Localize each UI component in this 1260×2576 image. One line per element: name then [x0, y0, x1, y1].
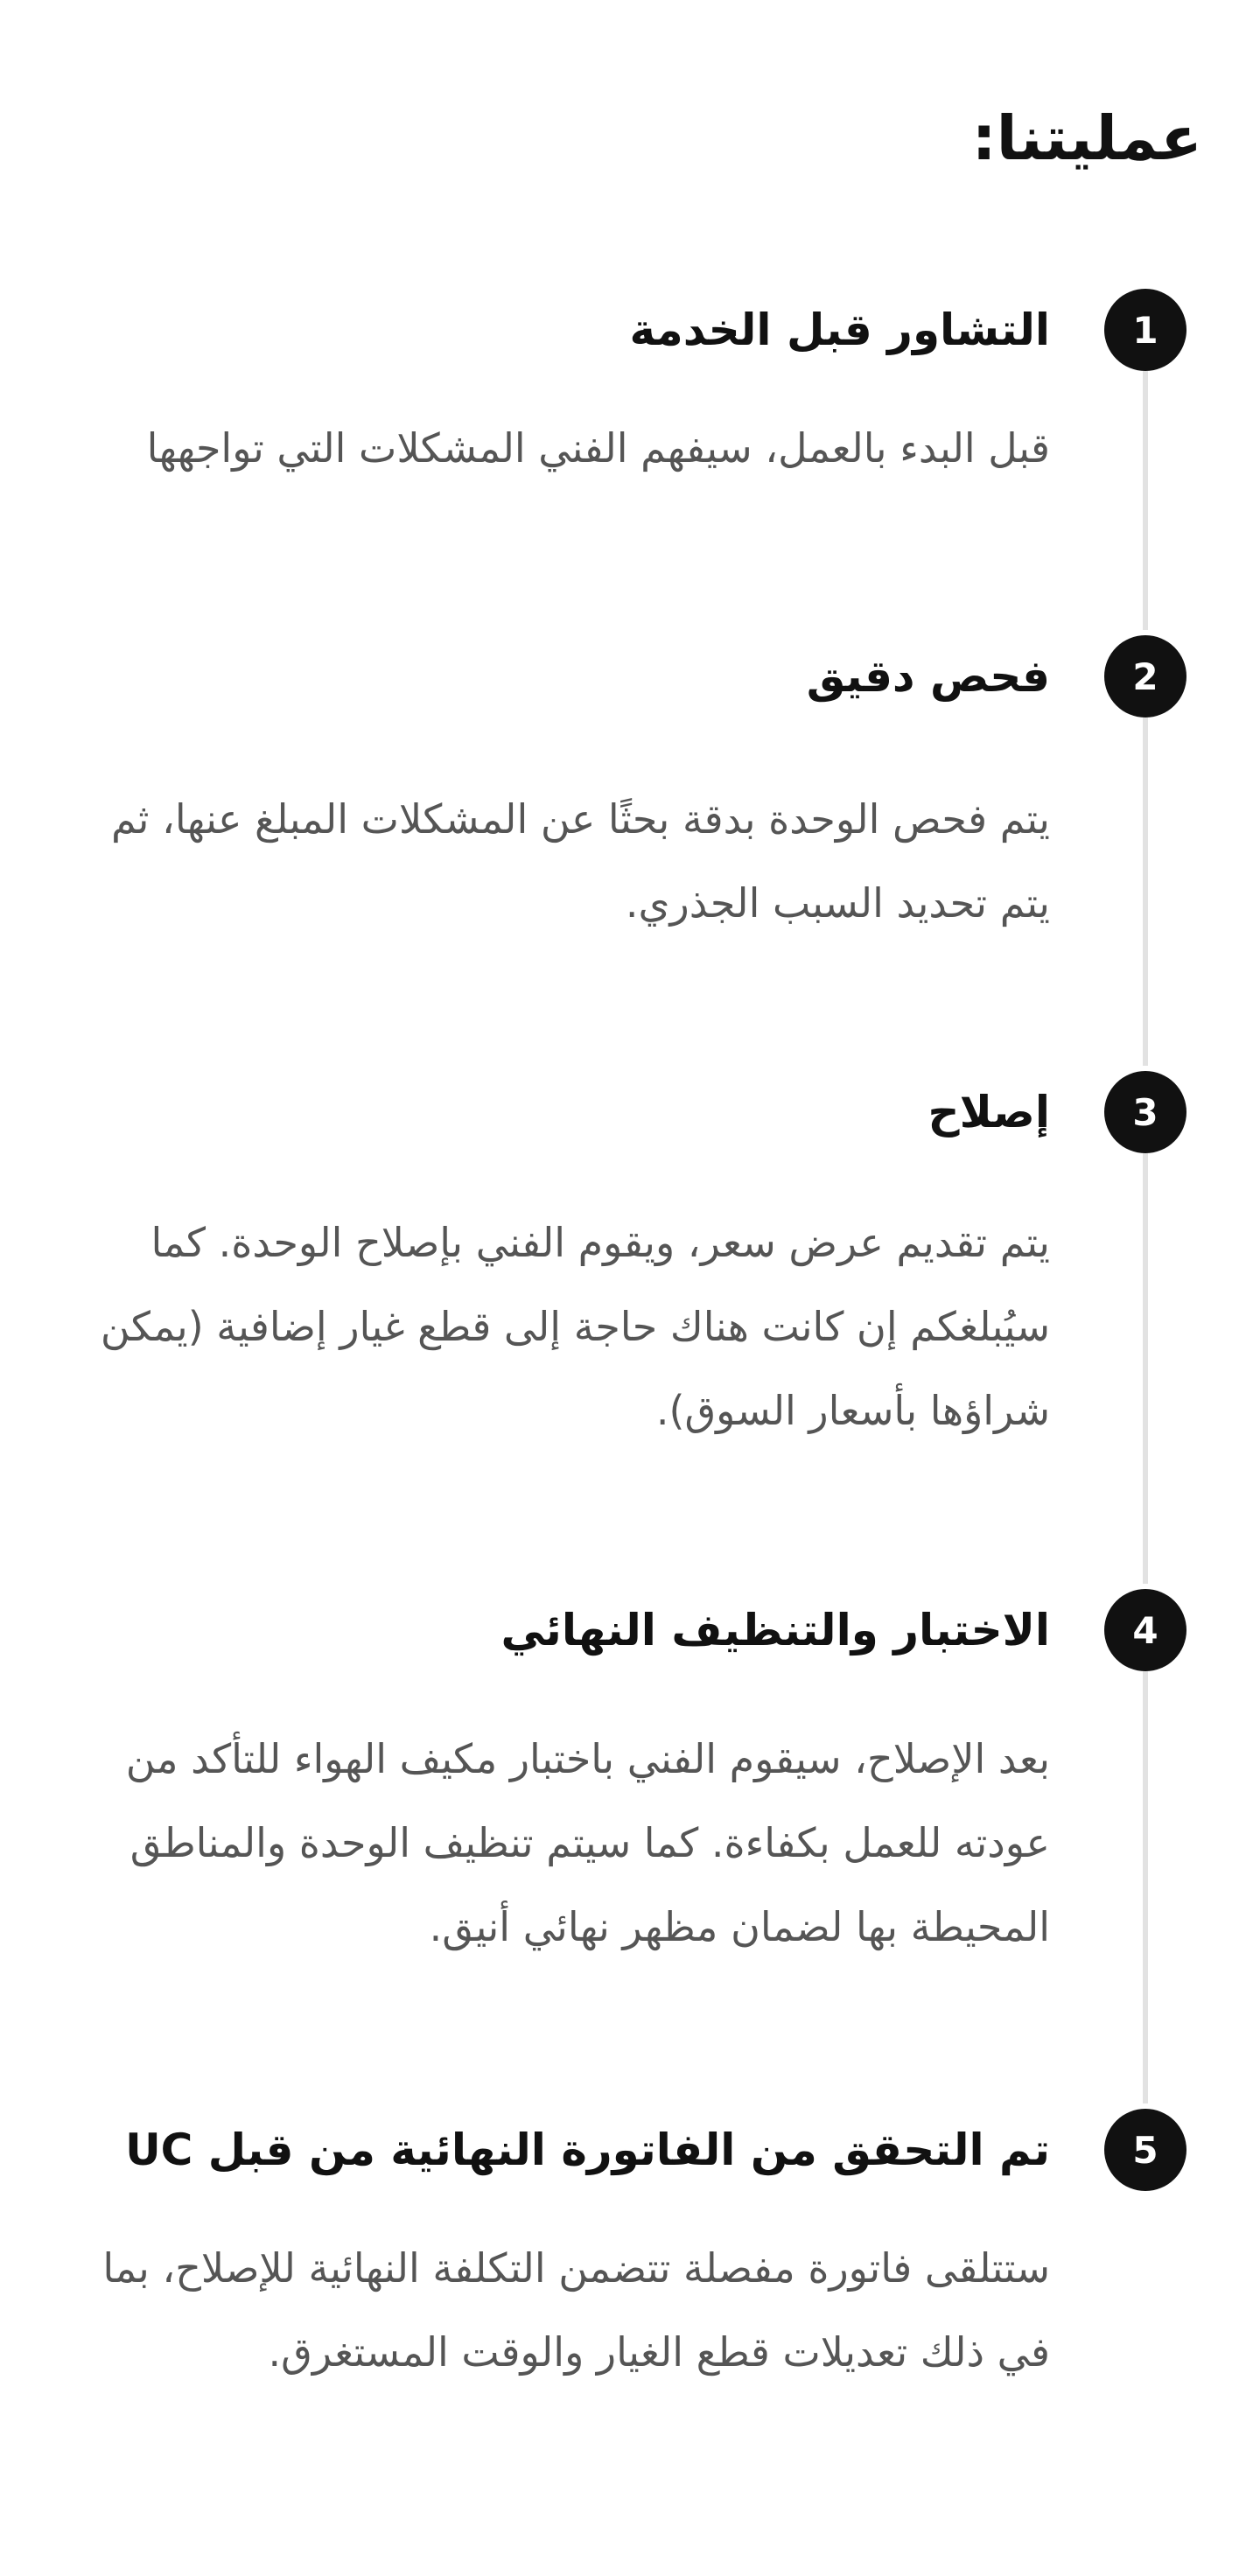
step-number-badge: 5: [1104, 2109, 1186, 2191]
step-description: يتم فحص الوحدة بدقة بحثًا عن المشكلات المبلغ عنها، ثم يتم تحديد السبب الجذري.: [110, 795, 1050, 927]
step-number-badge: 4: [1104, 1589, 1186, 1671]
step-title: التشاور قبل الخدمة: [629, 304, 1050, 355]
step-description: قبل البدء بالعمل، سيفهم الفني المشكلات التي تواجهها: [146, 424, 1050, 472]
step-title: فحص دقيق: [806, 651, 1050, 702]
step-description: بعد الإصلاح، سيقوم الفني باختبار مكيف الهواء للتأكد من عودته للعمل بكفاءة. كما سيتم تنظيف الوحدة والمناطق المحيطة بها لضمان مظهر نهائي أنيق.: [125, 1735, 1050, 1950]
step-title: تم التحقق من الفاتورة النهائية من قبل UC: [125, 2124, 1050, 2175]
step-number-badge: 1: [1104, 289, 1186, 371]
timeline-connector: [1143, 1153, 1148, 1584]
page-title: عمليتنا:: [971, 102, 1202, 174]
step-description: يتم تقديم عرض سعر، ويقوم الفني بإصلاح الوحدة. كما سيُبلغكم إن كانت هناك حاجة إلى قطع غيار إضافية (يمكن شراؤها بأسعار السوق).: [100, 1219, 1050, 1434]
timeline-connector: [1143, 718, 1148, 1066]
step-description: ستتلقى فاتورة مفصلة تتضمن التكلفة النهائية للإصلاح، بما في ذلك تعديلات قطع الغيار والوقت المستغرق.: [102, 2244, 1050, 2376]
step-number-badge: 2: [1104, 635, 1186, 718]
step-title: إصلاح: [928, 1087, 1050, 1138]
timeline-connector: [1143, 1671, 1148, 2104]
step-number-badge: 3: [1104, 1071, 1186, 1153]
timeline-connector: [1143, 371, 1148, 630]
step-title: الاختبار والتنظيف النهائي: [500, 1605, 1050, 1656]
